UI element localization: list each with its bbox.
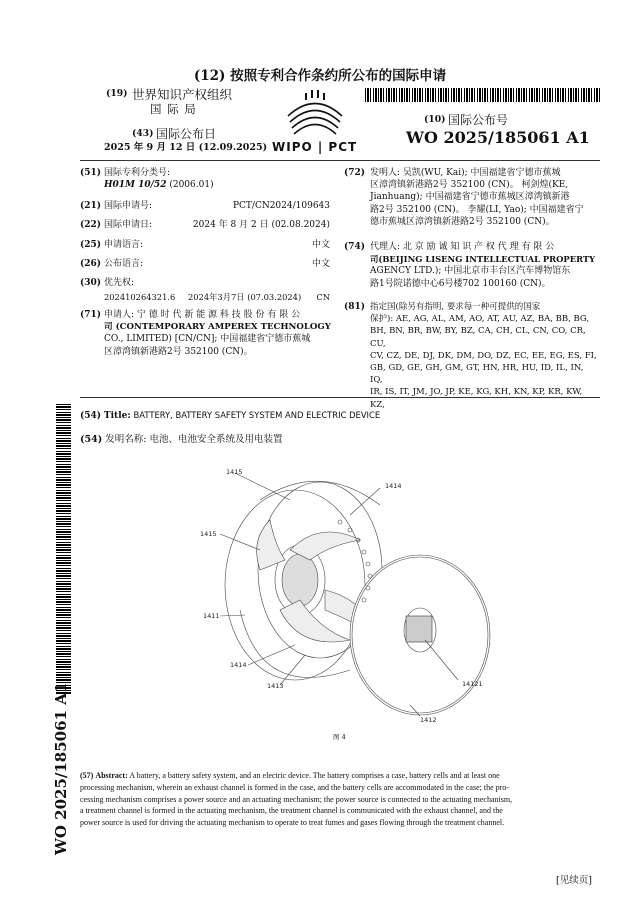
agent-block [370, 241, 598, 290]
states-line: BH, BN, BR, BW, BY, BZ, CA, CH, CL, CN, CO, CR, CU, [370, 326, 586, 349]
ipc-row [80, 167, 330, 179]
side-barcode [56, 404, 71, 694]
appno-label: 国际申请号: [104, 201, 153, 211]
pubdate-label: 国际公布日 [156, 127, 217, 141]
priority-detail-row [104, 291, 330, 303]
applicant-line: CO., LIMITED) [CN/CN]; 中国福建省宁德市蕉城 [104, 334, 311, 345]
abstract-line [80, 770, 600, 782]
priority-country: CN [316, 292, 330, 302]
ipc-year: (2006.01) [169, 180, 214, 190]
title-en [80, 410, 380, 421]
pubno-code: (10) [424, 114, 446, 125]
figure-caption: 图 4 [333, 733, 346, 741]
states-line: 指定国(除另有指明, 要求每一种可提供的国家 [370, 302, 541, 312]
ipc-code: (51) [80, 168, 102, 178]
states-block [370, 301, 598, 411]
agent-line: 代理人: 北 京 励 诚 知 识 产 权 代 理 有 限 公 [370, 242, 555, 252]
figure-label: 1415 [200, 530, 217, 538]
side-publication-number-text: WO 2025/185061 A1 [52, 682, 70, 855]
appdate-value: 2024 年 8 月 2 日 (02.08.2024) [192, 220, 330, 230]
abstract-code: (57) [80, 771, 94, 780]
title-cn-value: 电池、电池安全系统及用电装置 [149, 434, 283, 445]
priority-number: 202410264321.6 [104, 292, 176, 302]
filelang-label: 申请语言: [104, 240, 144, 250]
inventor-line: 区漳湾镇新港路2号 352100 (CN)。 柯剑煌(KE, [370, 180, 569, 191]
abstract-line: power source is used for driving the actuating mechanism to operate to treat fumes and gases flowing through the treatment channel. [80, 818, 505, 828]
title-en-label: Title: [103, 411, 131, 421]
states-line: CV, CZ, DE, DJ, DK, DM, DO, DZ, EC, EE, EG, ES, FI, [370, 350, 597, 361]
priority-label: 优先权: [104, 278, 135, 288]
applicant-code: (71) [80, 310, 102, 320]
figure-label: 1414 [230, 661, 247, 669]
ipc-value-row [104, 179, 324, 191]
priority-date: 2024年3月7日 (07.03.2024) [188, 292, 302, 302]
inventor-line: 发明人: 吴凯(WU, Kai); 中国福建省宁德市蕉城 [370, 168, 561, 178]
applicant-line: 区漳湾镇新港路2号 352100 (CN)。 [104, 346, 253, 357]
priority-code: (30) [80, 278, 102, 288]
header-divider [80, 160, 600, 161]
publang-code: (26) [80, 259, 102, 269]
abstract-line: a treatment channel is formed in the actuating mechanism, the treatment channel is communicated with the exhaust channel, and the [80, 806, 503, 816]
agent-code: (74) [344, 242, 366, 252]
priority-row [80, 277, 330, 289]
appno-code: (21) [80, 201, 102, 211]
agent-line: 路1号院诺德中心6号楼702 100160 (CN)。 [370, 278, 551, 289]
top-barcode [365, 88, 601, 102]
title-cn-code: (54) [80, 434, 103, 445]
applicant-line: 申请人: 宁 德 时 代 新 能 源 科 技 股 份 有 限 公 [104, 310, 301, 320]
figure-label: 1412 [420, 716, 437, 724]
appdate-row [80, 219, 330, 231]
org-name: 世界知识产权组织 [132, 87, 233, 102]
pubdate-value: 2025 年 9 月 12 日 (12.09.2025) [104, 142, 268, 153]
appno-value: PCT/CN2024/109643 [232, 201, 330, 211]
abstract-line: cessing mechanism comprises a power source and an actuating mechanism; the power source is connected to the actuating mechanism, [80, 794, 513, 804]
appno-row [80, 200, 330, 212]
agent-line: 司(BEIJING LISENG INTELLECTUAL PROPERTY [370, 254, 596, 265]
filelang-row [80, 239, 330, 251]
publang-value: 中文 [311, 259, 330, 269]
agent-line: AGENCY LTD.); 中国北京市丰台区汽车博物馆东 [370, 266, 571, 277]
states-code: (81) [344, 302, 366, 312]
figure-label: 14121 [462, 680, 483, 688]
ipc-value: H01M 10/52 [104, 180, 167, 190]
appdate-label: 国际申请日: [104, 220, 153, 230]
inventor-code: (72) [344, 168, 366, 178]
inventor-block [370, 167, 598, 228]
inventor-line: 德市蕉城区漳湾镇新港路2号 352100 (CN)。 [370, 216, 555, 227]
abstract-line: processing mechanism, wherein an exhaust channel is formed in the case, and the battery cells are accommodated in the case; the pro- [80, 782, 509, 792]
appdate-code: (22) [80, 220, 102, 230]
inventor-line: 路2号 352100 (CN)。 李耀(LI, Yao); 中国福建省宁 [370, 204, 584, 215]
section-divider [80, 397, 600, 398]
document-title: (12) 按照专利合作条约所公布的国际申请 [193, 68, 447, 84]
pubno-value: WO 2025/185061 A1 [406, 128, 590, 147]
continuation-note: [见续页] [556, 875, 592, 886]
filelang-value: 中文 [311, 240, 330, 250]
org-sub: 国 际 局 [150, 102, 197, 116]
title-cn [80, 431, 283, 445]
title-code: (54) [80, 411, 102, 421]
org-code: (19) [106, 88, 128, 99]
patent-figure [200, 460, 500, 750]
inventor-line: Jianhuang); 中国福建省宁德市蕉城区漳湾镇新港 [370, 192, 570, 203]
side-publication-number [52, 682, 70, 855]
filelang-code: (25) [80, 240, 102, 250]
publang-row [80, 258, 330, 270]
figure-label: 1414 [385, 482, 402, 490]
publang-label: 公布语言: [104, 259, 144, 269]
figure-label: 1413 [267, 682, 284, 690]
figure-label: 1411 [203, 612, 220, 620]
abstract-block [80, 770, 600, 829]
abstract-text: A battery, a battery safety system, and an electric device. The battery comprises a case, battery cells and at least one [129, 771, 500, 780]
abstract-label: Abstract: [95, 771, 128, 780]
pubno-label: 国际公布号 [448, 113, 509, 127]
pubdate-code: (43) [132, 128, 154, 139]
states-line: GB, GD, GE, GH, GM, GT, HN, HR, HU, ID, IL, IN, IQ, [370, 363, 584, 386]
applicant-text [104, 309, 334, 358]
states-line: IR, IS, IT, JM, JO, JP, KE, KG, KH, KN, KP, KR, KW, KZ, [370, 387, 583, 410]
title-cn-label: 发明名称: [105, 434, 147, 445]
logo-text: WIPO | PCT [272, 140, 358, 154]
ipc-label: 国际专利分类号: [104, 168, 171, 178]
states-line: 保护): AE, AG, AL, AM, AO, AT, AU, AZ, BA, BB, BG, [370, 314, 590, 325]
applicant-line: 司 (CONTEMPORARY AMPEREX TECHNOLOGY [104, 322, 331, 333]
title-en-value: BATTERY, BATTERY SAFETY SYSTEM AND ELECTRIC DEVICE [133, 410, 381, 420]
figure-label: 1415 [226, 468, 243, 476]
battery-mechanism-drawing [200, 460, 500, 750]
